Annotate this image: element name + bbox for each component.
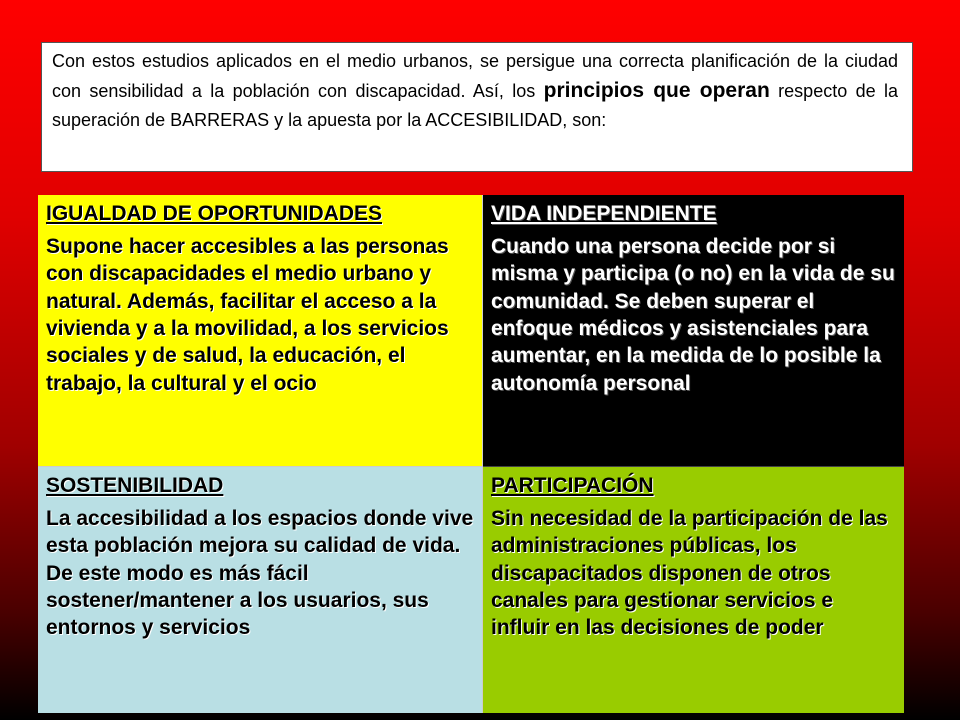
- principle-title: SOSTENIBILIDAD: [46, 474, 224, 497]
- principle-cell-igualdad: [38, 195, 483, 467]
- principle-body: La accesibilidad a los espacios donde vive esta población mejora su calidad de vida. De este modo es más fácil sostener/mantener a los usuarios, sus entornos y servicios: [46, 507, 474, 640]
- principle-title: PARTICIPACIÓN: [491, 474, 654, 497]
- intro-text-after: respecto de la superación de BARRERAS y la apuesta por la ACCESIBILIDAD, son:: [52, 81, 898, 130]
- principle-cell-vida-independiente: [483, 195, 904, 467]
- intro-text-box: [41, 42, 913, 172]
- principle-body: Sin necesidad de la participación de las administraciones públicas, los discapacitados disponen de otros canales para gestionar servicios e influir en las decisiones de poder: [491, 507, 888, 640]
- principle-cell-participacion: [483, 467, 904, 713]
- principle-title: IGUALDAD DE OPORTUNIDADES: [46, 202, 383, 225]
- principles-table: [38, 195, 904, 713]
- intro-emphasis: principios que operan: [543, 79, 770, 102]
- principle-body: Cuando una persona decide por si misma y participa (o no) en la vida de su comunidad. Se deben superar el enfoque médicos y asistenciales para aumentar, en la medida de lo posible la autonomía personal: [491, 235, 895, 395]
- principle-cell-sostenibilidad: [38, 467, 483, 713]
- intro-text-before: Con estos estudios aplicados en el medio urbanos, se persigue una correcta planificación de la ciudad con sensibilidad a la población con discapacidad. Así, los: [52, 51, 898, 101]
- principle-title: VIDA INDEPENDIENTE: [491, 202, 717, 225]
- principle-body: Supone hacer accesibles a las personas con discapacidades el medio urbano y natural. Además, facilitar el acceso a la vivienda y a la movilidad, a los servicios sociales y de salud, la educación, el trabajo, la cultural y el ocio: [46, 235, 449, 395]
